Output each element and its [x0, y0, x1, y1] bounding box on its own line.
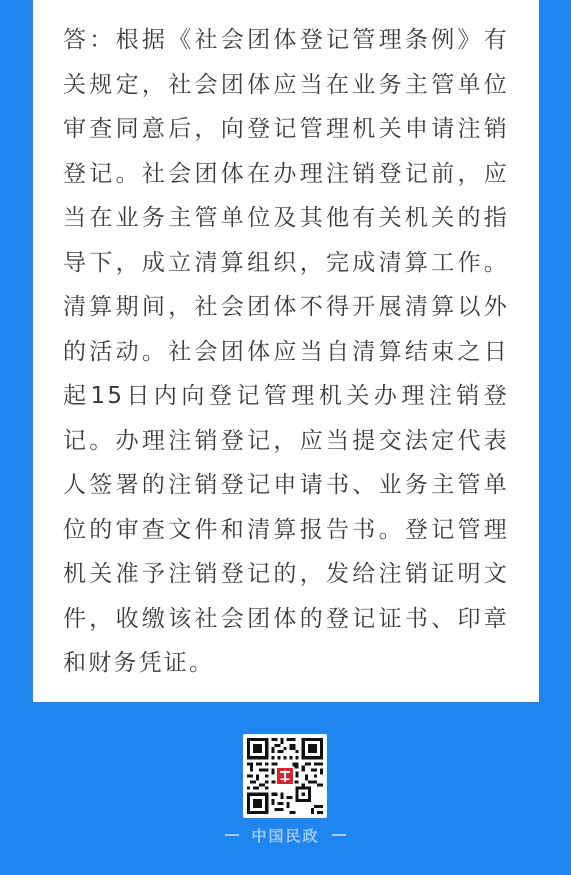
answer-text: 答：根据《社会团体登记管理条例》有关规定，社会团体应当在业务主管单位审查同意后，向登记管理机关申请注销登记。社会团体在办理注销登记前，应当在业务主管单位及其他有关机关的指导下，成立清算组织，完成清算工作。清算期间，社会团体不得开展清算以外的活动。社会团体应当自清算结束之日起15日内向登记管理机关办理注销登记。办理注销登记，应当提交法定代表人签署的注销登记申请书、业务主管单位的审查文件和清算报告书。登记管理机关准予注销登记的，发给注销证明文件，收缴该社会团体的登记证书、印章和财务凭证。 — [63, 27, 509, 676]
answer-card — [33, 0, 539, 702]
footer-left-dash — [225, 834, 239, 836]
footer-label: 中国民政 — [251, 826, 320, 845]
footer-right-dash — [332, 834, 346, 836]
qr-code — [243, 734, 327, 818]
qr-code-icon — [247, 738, 323, 814]
footer — [0, 823, 571, 847]
